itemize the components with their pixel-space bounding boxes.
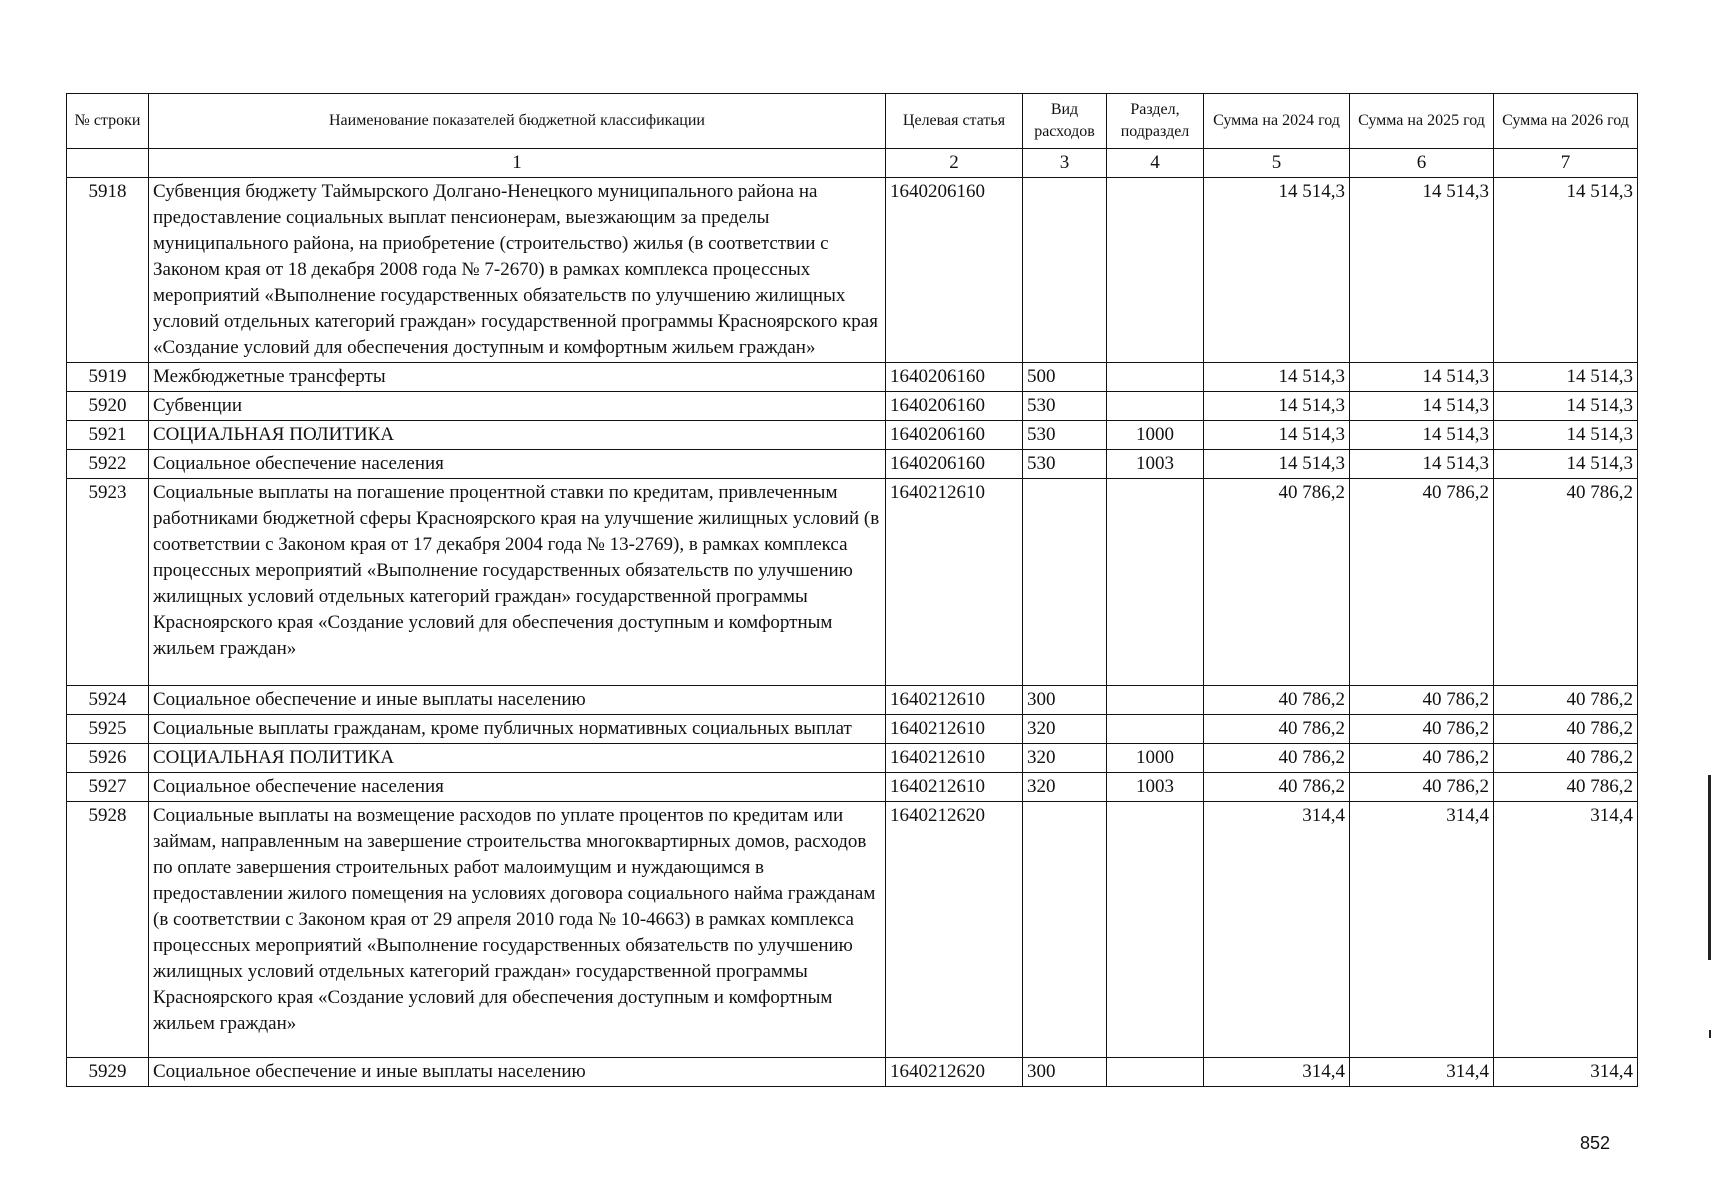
row-section: 1000 [1107,744,1204,773]
row-target: 1640206160 [886,392,1023,421]
row-number: 5928 [67,802,149,1058]
table-row [67,1058,1638,1087]
row-kind: 300 [1023,686,1107,715]
row-section [1107,715,1204,744]
row-kind [1023,178,1107,363]
row-target: 1640206160 [886,421,1023,450]
table-row [67,744,1638,773]
header-2024: Сумма на 2024 год [1204,94,1350,149]
row-kind: 500 [1023,363,1107,392]
header-name: Наименование показателей бюджетной классификации [149,94,886,149]
colnum-7: 7 [1494,149,1638,178]
row-number: 5918 [67,178,149,363]
header-2025: Сумма на 2025 год [1350,94,1494,149]
row-2024: 314,4 [1204,802,1350,1058]
row-target: 1640212610 [886,479,1023,686]
colnum-2: 2 [886,149,1023,178]
row-section: 1003 [1107,773,1204,802]
row-number: 5920 [67,392,149,421]
row-2026: 40 786,2 [1494,773,1638,802]
scan-margin-mark [1709,1030,1711,1038]
row-2024: 40 786,2 [1204,773,1350,802]
row-2024: 14 514,3 [1204,178,1350,363]
scan-margin-mark [1708,775,1711,960]
row-2024: 14 514,3 [1204,392,1350,421]
row-name: Субвенция бюджету Таймырского Долгано-Ненецкого муниципального района на предоставление социальных выплат пенсионерам, выезжающим за пределы муниципального района, на приобретение (строительство) жилья (в соответствии с Законом края от 18 декабря 2008 года № 7-2670) в рамках комплекса процессных мероприятий «Выполнение государственных обязательств по улучшению жилищных условий отдельных категорий граждан» государственной программы Красноярского края «Создание условий для обеспечения доступным и комфортным жильем граждан» [149,178,886,363]
table-row [67,421,1638,450]
row-number: 5926 [67,744,149,773]
row-2024: 40 786,2 [1204,686,1350,715]
row-2025: 40 786,2 [1350,773,1494,802]
row-name: Социальные выплаты гражданам, кроме публичных нормативных социальных выплат [149,715,886,744]
row-2024: 40 786,2 [1204,715,1350,744]
row-2026: 14 514,3 [1494,178,1638,363]
header-target: Целевая статья [886,94,1023,149]
budget-table [66,93,1638,1087]
page-number: 852 [1580,1133,1611,1153]
row-2026: 40 786,2 [1494,744,1638,773]
row-number: 5927 [67,773,149,802]
colnum-1: 1 [149,149,886,178]
row-name: Социальное обеспечение населения [149,773,886,802]
colnum-4: 4 [1107,149,1204,178]
row-target: 1640212610 [886,715,1023,744]
row-target: 1640206160 [886,363,1023,392]
table-row [67,715,1638,744]
colnum-6: 6 [1350,149,1494,178]
row-name: СОЦИАЛЬНАЯ ПОЛИТИКА [149,421,886,450]
row-number: 5922 [67,450,149,479]
row-kind: 320 [1023,715,1107,744]
table-row [67,450,1638,479]
header-row-number: № строки [67,94,149,149]
row-target: 1640212620 [886,1058,1023,1087]
row-2025: 40 786,2 [1350,715,1494,744]
row-section: 1003 [1107,450,1204,479]
row-section [1107,802,1204,1058]
row-2026: 40 786,2 [1494,686,1638,715]
table-row [67,392,1638,421]
table-row [67,178,1638,363]
row-2024: 14 514,3 [1204,421,1350,450]
row-section: 1000 [1107,421,1204,450]
table-row [67,802,1638,1058]
row-target: 1640212610 [886,773,1023,802]
row-name: Социальные выплаты на погашение процентной ставки по кредитам, привлеченным работниками бюджетной сферы Красноярского края на улучшение жилищных условий (в соответствии с Законом края от 17 декабря 2004 года № 13-2769), в рамках комплекса процессных мероприятий «Выполнение государственных обязательств по улучшению жилищных условий отдельных категорий граждан» государственной программы Красноярского края «Создание условий для обеспечения доступным и комфортным жильем граждан» [149,479,886,686]
row-2026: 314,4 [1494,802,1638,1058]
header-section: Раздел, подраздел [1107,94,1204,149]
header-2026: Сумма на 2026 год [1494,94,1638,149]
row-2025: 314,4 [1350,1058,1494,1087]
row-target: 1640212620 [886,802,1023,1058]
colnum-0 [67,149,149,178]
row-section [1107,363,1204,392]
row-2024: 40 786,2 [1204,479,1350,686]
row-number: 5925 [67,715,149,744]
row-number: 5924 [67,686,149,715]
row-target: 1640212610 [886,686,1023,715]
row-name: СОЦИАЛЬНАЯ ПОЛИТИКА [149,744,886,773]
row-name: Социальное обеспечение и иные выплаты населению [149,1058,886,1087]
table-row [67,773,1638,802]
row-2024: 14 514,3 [1204,450,1350,479]
row-number: 5923 [67,479,149,686]
colnum-3: 3 [1023,149,1107,178]
row-kind: 530 [1023,421,1107,450]
row-2025: 14 514,3 [1350,363,1494,392]
row-2024: 40 786,2 [1204,744,1350,773]
row-2026: 14 514,3 [1494,392,1638,421]
row-number: 5921 [67,421,149,450]
row-number: 5919 [67,363,149,392]
row-2026: 40 786,2 [1494,715,1638,744]
row-target: 1640206160 [886,178,1023,363]
colnum-5: 5 [1204,149,1350,178]
row-2025: 40 786,2 [1350,479,1494,686]
row-name: Социальное обеспечение населения [149,450,886,479]
row-2025: 14 514,3 [1350,178,1494,363]
row-2025: 14 514,3 [1350,421,1494,450]
row-2025: 40 786,2 [1350,744,1494,773]
row-kind: 320 [1023,773,1107,802]
row-kind [1023,479,1107,686]
row-2024: 314,4 [1204,1058,1350,1087]
row-name: Субвенции [149,392,886,421]
row-target: 1640212610 [886,744,1023,773]
row-2025: 40 786,2 [1350,686,1494,715]
row-2026: 40 786,2 [1494,479,1638,686]
row-section [1107,479,1204,686]
table-row [67,479,1638,686]
row-name: Социальные выплаты на возмещение расходов по уплате процентов по кредитам или займам, направленным на завершение строительства многоквартирных домов, расходов по оплате завершения строительных работ малоимущим и нуждающимся в предоставлении жилого помещения на условиях договора социального найма гражданам (в соответствии с Законом края от 29 апреля 2010 года № 10-4663) в рамках комплекса процессных мероприятий «Выполнение государственных обязательств по улучшению жилищных условий отдельных категорий граждан» государственной программы Красноярского края «Создание условий для обеспечения доступным и комфортным жильем граждан» [149,802,886,1058]
row-kind: 530 [1023,450,1107,479]
row-2026: 14 514,3 [1494,421,1638,450]
row-2025: 314,4 [1350,802,1494,1058]
row-kind: 320 [1023,744,1107,773]
row-kind: 530 [1023,392,1107,421]
row-2024: 14 514,3 [1204,363,1350,392]
table-row [67,363,1638,392]
row-kind [1023,802,1107,1058]
row-number: 5929 [67,1058,149,1087]
row-kind: 300 [1023,1058,1107,1087]
row-2026: 314,4 [1494,1058,1638,1087]
row-2025: 14 514,3 [1350,450,1494,479]
row-section [1107,686,1204,715]
header-kind: Вид расходов [1023,94,1107,149]
row-section [1107,392,1204,421]
row-section [1107,178,1204,363]
row-name: Межбюджетные трансферты [149,363,886,392]
table-row [67,686,1638,715]
row-2026: 14 514,3 [1494,363,1638,392]
row-2026: 14 514,3 [1494,450,1638,479]
row-section [1107,1058,1204,1087]
row-name: Социальное обеспечение и иные выплаты населению [149,686,886,715]
row-2025: 14 514,3 [1350,392,1494,421]
row-target: 1640206160 [886,450,1023,479]
